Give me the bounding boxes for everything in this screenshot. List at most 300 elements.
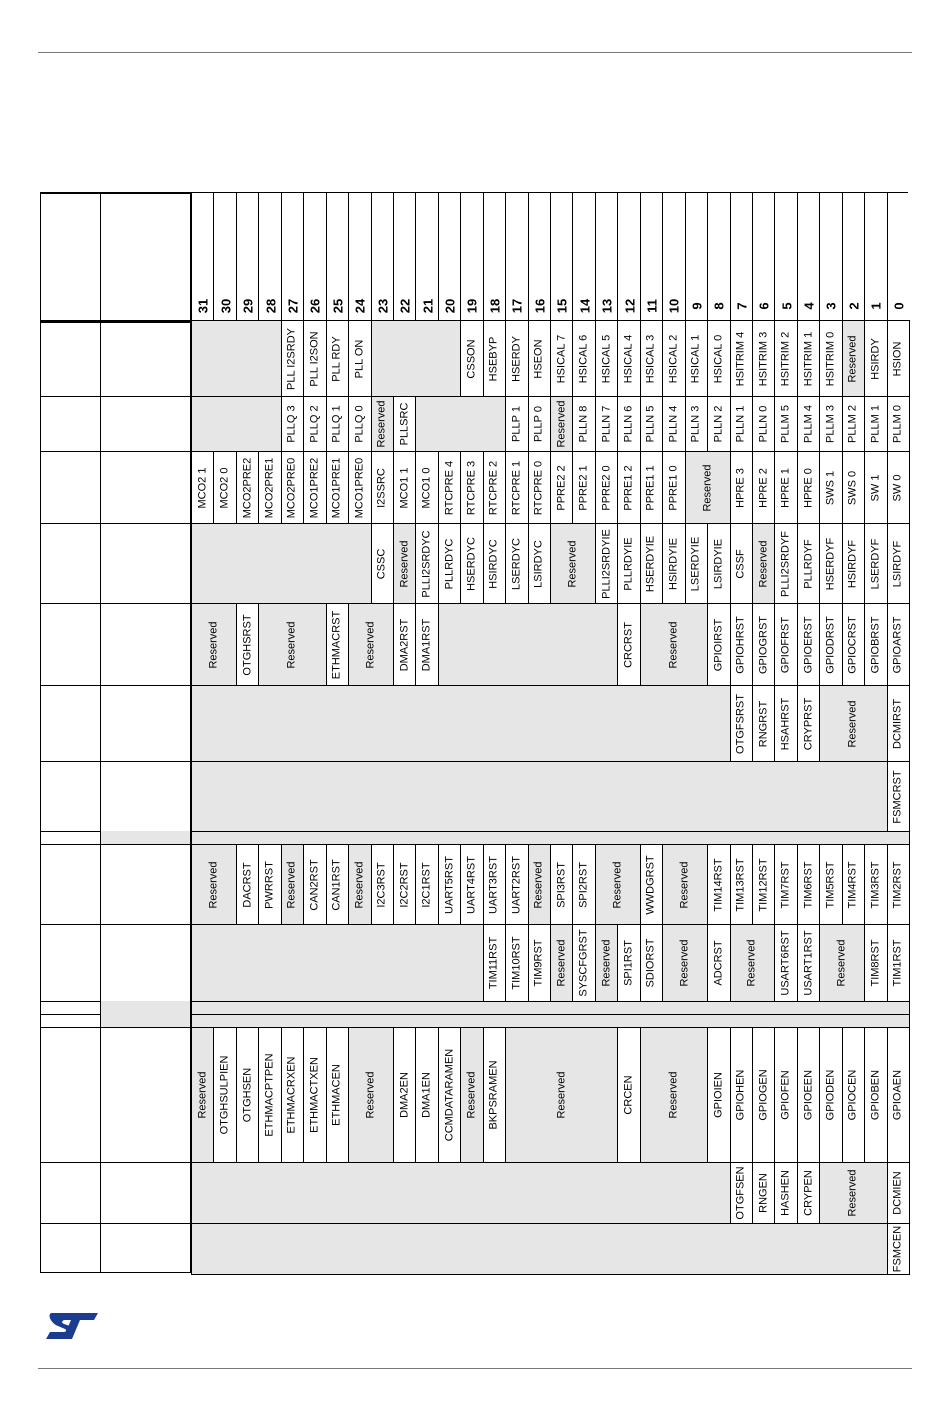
field-label: CRCRST [622,621,635,668]
register-field [730,451,753,524]
register-field [303,844,326,925]
field-label: GPIODEN [824,1069,837,1121]
register-field [640,451,663,524]
register-field [483,523,506,604]
bit-number-label: 10 [666,298,682,313]
field-label: PLLRDYIE [622,536,635,591]
field-label: GPIOAEN [891,1069,904,1121]
register-map-table [40,192,908,1273]
field-label: Reserved [285,620,298,669]
register-field [617,1027,640,1163]
bit-number-label: 7 [734,302,750,310]
reserved-field [281,844,304,925]
field-label: GPIOIEN [712,1072,725,1118]
register-field [707,320,730,397]
field-label: CRYPEN [802,1170,815,1216]
register-field [774,924,797,1002]
register-field [595,320,618,397]
register-field [662,451,685,524]
field-label: HSEBYP [487,336,500,381]
register-field [371,451,394,524]
register-field [460,320,483,397]
bit-number-label: 28 [263,298,279,313]
register-field [617,451,640,524]
field-label: MCO2PRE2 [241,457,254,518]
field-label: Reserved [757,539,770,588]
field-label: Reserved [285,860,298,909]
bit-number-label: 18 [487,298,503,313]
reserved-field [191,603,237,686]
reserved-field [371,320,462,397]
reserved-field [348,603,394,686]
reserved-field [191,320,282,397]
field-label: HASHEN [779,1170,792,1216]
register-field [528,320,551,397]
register-field [438,844,461,925]
field-label: MCO1 1 [398,467,411,508]
field-label: HSITRIM 3 [757,331,770,386]
reserved-field [819,924,865,1002]
bit-number-label: 26 [307,298,323,313]
offset-column-divider [100,193,101,1272]
register-field [730,320,753,397]
field-label: PPRE1 2 [622,464,635,511]
reserved-field [528,844,551,925]
field-label: CSSF [734,548,747,579]
reserved-field [191,1223,888,1275]
register-field [505,844,528,925]
register-field [460,451,483,524]
register-field [415,844,438,925]
field-label: PLL I2SRDY [285,327,298,390]
field-label: UART4RST [465,855,478,914]
field-label: SPI1RST [622,940,635,986]
bit-number-label: 30 [218,298,234,313]
field-label: DACRST [241,861,254,908]
reserved-field [550,396,573,452]
field-label: FSMCEN [891,1225,904,1273]
reserved-field [191,523,372,604]
field-label: PLLN 6 [622,405,635,443]
reserved-field [191,396,282,452]
field-label: TIM14RST [712,857,725,912]
register-field [303,451,326,524]
register-field [752,1027,775,1163]
bit-number [326,193,349,321]
bit-number-label: 29 [240,298,256,313]
field-label: USART1RST [802,930,815,996]
register-field [752,685,775,762]
register-field [819,523,842,604]
field-label: PLLI2SRDYIE [600,528,613,599]
field-label: USART6RST [779,930,792,996]
field-label: ETHMACTXEN [308,1057,321,1133]
field-label: LSIRDYF [891,540,904,587]
bit-number [752,193,775,321]
field-label: HSICAL 3 [644,334,657,383]
field-label: HSIRDYIE [667,537,680,590]
field-label: PPRE2 1 [577,464,590,511]
bit-number [483,193,506,321]
reserved-field [505,1027,618,1163]
register-field [864,396,887,452]
field-label: CCMDATARAMEN [443,1048,456,1142]
field-label: HSERDYC [465,536,478,591]
register-field [415,1027,438,1163]
field-label: FSMCRST [891,769,904,824]
register-field [887,924,910,1002]
field-label: RNGEN [757,1173,770,1213]
reserved-field [550,924,573,1002]
field-label: RTCPRE 4 [443,460,456,515]
field-label: PLLSRC [398,402,411,446]
register-field [730,685,753,762]
register-field [505,320,528,397]
bit-number-label: 6 [756,302,772,310]
field-label: HSICAL 7 [555,334,568,383]
field-label: GPIOCEN [846,1069,859,1121]
field-label: Reserved [846,1169,859,1217]
register-field [864,523,887,604]
reserved-field [595,844,641,925]
field-label: I2C2RST [398,861,411,908]
field-label: LSERDYIE [689,536,702,591]
bit-number [842,193,865,321]
register-field [191,451,214,524]
register-field [483,320,506,397]
bit-number [393,193,416,321]
register-field [707,1027,730,1163]
register-field [730,396,753,452]
field-label: Reserved [846,334,859,383]
register-field [864,603,887,686]
register-field [617,924,640,1002]
field-label: MCO2PRE1 [263,457,276,518]
register-field [662,320,685,397]
register-field [326,603,349,686]
field-label: ETHMACRST [330,610,343,679]
reserved-field [438,603,619,686]
register-field [236,844,259,925]
field-label: PPRE1 0 [667,464,680,511]
register-field [236,451,259,524]
reserved-field [191,1027,214,1163]
bit-number [595,193,618,321]
register-field [774,396,797,452]
register-field [887,844,910,925]
field-label: DMA2EN [398,1072,411,1118]
register-field [460,844,483,925]
reserved-field [191,924,484,1002]
field-label: Reserved [555,400,568,448]
field-label: HSIRDYC [487,538,500,589]
register-field [595,396,618,452]
field-label: UART3RST [487,855,500,914]
field-label: MCO1PRE1 [330,457,343,518]
field-label: Reserved [465,1071,478,1119]
reserved-field [415,396,506,452]
field-label: TIM7RST [779,860,792,909]
bit-number-label: 5 [779,302,795,310]
field-label: MCO1PRE0 [353,457,366,518]
register-field [617,396,640,452]
reserved-field [258,603,326,686]
bit-number [887,193,910,321]
field-label: HSION [891,341,904,376]
register-field [707,924,730,1002]
field-label: HSICAL 5 [600,334,613,383]
register-field [572,320,595,397]
field-label: LSIRDYC [532,539,545,588]
reserved-field [191,844,237,925]
field-label: TIM12RST [757,857,770,912]
register-field [842,451,865,524]
field-label: PLLM 5 [779,405,792,443]
register-field [483,924,506,1002]
field-label: HSICAL 0 [712,334,725,383]
spacer-band [101,1014,190,1027]
field-label: PLLQ 0 [353,405,366,443]
register-field [550,844,573,925]
field-label: HSIRDY [869,337,882,380]
register-field [236,603,259,686]
field-label: PPRE1 1 [644,464,657,511]
bit-number-label: 24 [352,298,368,313]
bit-number-label: 14 [577,298,593,313]
field-label: DMA1RST [420,618,433,671]
field-label: PLLRDYF [802,538,815,589]
field-label: PLLP 1 [510,406,523,442]
field-label: SWS 1 [824,470,837,505]
field-label: HSERDYF [824,537,837,590]
register-field [887,1162,910,1224]
field-label: SPI3RST [555,861,568,908]
field-label: HPRE 3 [734,467,747,508]
register-field [326,1027,349,1163]
field-label: HSICAL 6 [577,334,590,383]
field-label: RTCPRE 1 [510,460,523,515]
field-label: PPRE2 0 [600,464,613,511]
register-field [797,603,820,686]
register-field [550,451,573,524]
field-label: I2C3RST [375,861,388,908]
field-label: HSICAL 1 [689,334,702,383]
register-field [797,320,820,397]
register-field [774,523,797,604]
field-label: RTCPRE 2 [487,460,500,515]
register-field [617,603,640,686]
field-label: PLLN 2 [712,405,725,443]
field-label: LSERDYC [510,537,523,590]
register-field [730,1027,753,1163]
register-field [774,685,797,762]
field-label: PWRRST [263,860,276,909]
bit-number-label: 25 [330,298,346,313]
field-label: SPI2RST [577,861,590,908]
bit-number-label: 31 [195,298,211,313]
bit-number-label: 1 [868,302,884,310]
field-label: Reserved [207,860,220,909]
register-field [393,1027,416,1163]
field-label: SDIORST [644,938,657,988]
field-label: PLLN 7 [600,405,613,443]
register-field [415,523,438,604]
register-field [572,844,595,925]
bit-number [797,193,820,321]
field-label: Reserved [701,463,714,512]
register-field [887,1027,910,1163]
field-label: Reserved [555,1071,568,1119]
field-label: I2C1RST [420,861,433,908]
reserved-field [191,1162,731,1224]
field-label: PLLI2SRDYC [420,529,433,598]
field-label: TIM9RST [532,939,545,987]
register-field [595,523,618,604]
register-field [864,320,887,397]
field-label: HSITRIM 0 [824,331,837,386]
register-field [393,844,416,925]
register-field [483,1027,506,1163]
field-label: GPIOBRST [869,616,882,673]
field-label: CAN1RST [330,858,343,911]
bit-number-label: 13 [599,298,615,313]
field-label: PLLN 8 [577,405,590,443]
field-label: Reserved [835,939,848,987]
register-field [572,396,595,452]
field-label: HSERDYIE [644,535,657,592]
register-field [483,451,506,524]
st-logo [44,1311,100,1346]
register-field [640,523,663,604]
register-field [528,924,551,1002]
st-logo-icon [44,1311,100,1341]
reserved-field [191,831,910,845]
field-label: PLLN 4 [667,405,680,443]
field-label: Reserved [364,620,377,669]
field-label: HSICAL 4 [622,334,635,383]
register-field [730,844,753,925]
reserved-field [819,685,887,762]
reserved-field [348,1027,394,1163]
reserved-field [371,396,394,452]
field-label: LSERDYF [869,538,882,589]
register-field [707,603,730,686]
field-label: PLLQ 2 [308,405,321,443]
register-field [887,1223,910,1275]
field-label: HPRE 1 [779,467,792,508]
field-label: TIM11RST [487,936,500,990]
field-label: Reserved [196,1071,209,1119]
register-field [640,924,663,1002]
field-label: CSSC [375,548,388,579]
field-label: Reserved [532,860,545,909]
bit-number [415,193,438,321]
field-label: Reserved [398,539,411,588]
register-field [864,924,887,1002]
bit-number-label: 22 [397,298,413,313]
field-label: Reserved [667,1071,680,1119]
field-label: MCO2 0 [218,467,231,508]
register-field [393,396,416,452]
reserved-field [640,1027,708,1163]
register-field [797,844,820,925]
register-field [864,844,887,925]
register-field [505,924,528,1002]
field-label: Reserved [846,699,859,748]
register-field [415,451,438,524]
field-label: UART5RST [443,855,456,914]
field-label: HSITRIM 1 [802,331,815,386]
bit-number-label: 27 [285,298,301,313]
field-label: DMA1EN [420,1072,433,1118]
field-label: ETHMACEN [330,1064,343,1126]
field-label: GPIOERST [802,616,815,673]
bit-number [348,193,371,321]
field-label: PPRE2 2 [555,464,568,511]
field-label: GPIODRST [824,615,837,674]
bit-number-label: 12 [622,298,638,313]
register-field [438,451,461,524]
register-field [303,1027,326,1163]
reserved-field [460,1027,483,1163]
field-label: TIM4RST [846,860,859,909]
register-field [640,844,663,925]
register-field [819,396,842,452]
register-field [371,523,394,604]
bit-number [864,193,887,321]
register-field [774,603,797,686]
register-field [707,396,730,452]
register-field [281,451,304,524]
register-field [774,1027,797,1163]
field-label: TIM10RST [510,936,523,990]
field-label: PLL I2SON [308,330,321,387]
field-label: RTCPRE 0 [532,460,545,515]
field-label: Reserved [678,860,691,909]
field-label: LSIRDYIE [712,538,725,589]
field-label: PLLI2SRDYF [779,530,792,597]
register-field [887,685,910,762]
register-field [528,396,551,452]
register-field [572,924,595,1002]
header-rule [38,52,912,53]
field-label: SW 1 [869,474,882,501]
footer-rule [38,1368,912,1369]
field-label: OTGHSRST [241,613,254,676]
register-field [258,451,281,524]
reserved-field [393,523,416,604]
field-label: TIM8RST [869,939,882,987]
register-field [460,523,483,604]
bit-number-label: 2 [846,302,862,310]
register-field [842,396,865,452]
register-field [236,1027,259,1163]
bit-number [707,193,730,321]
field-label: MCO2PRE0 [285,457,298,518]
bit-number-label: 11 [644,298,660,313]
register-field [326,396,349,452]
register-field [438,523,461,604]
bit-number [213,193,236,321]
register-field [348,396,371,452]
register-field [685,523,708,604]
field-label: HPRE 0 [802,467,815,508]
field-label: GPIOHRST [734,615,747,674]
register-field [752,1162,775,1224]
field-label: SW 0 [891,474,904,501]
field-label: RNGRST [757,700,770,747]
register-field [505,523,528,604]
